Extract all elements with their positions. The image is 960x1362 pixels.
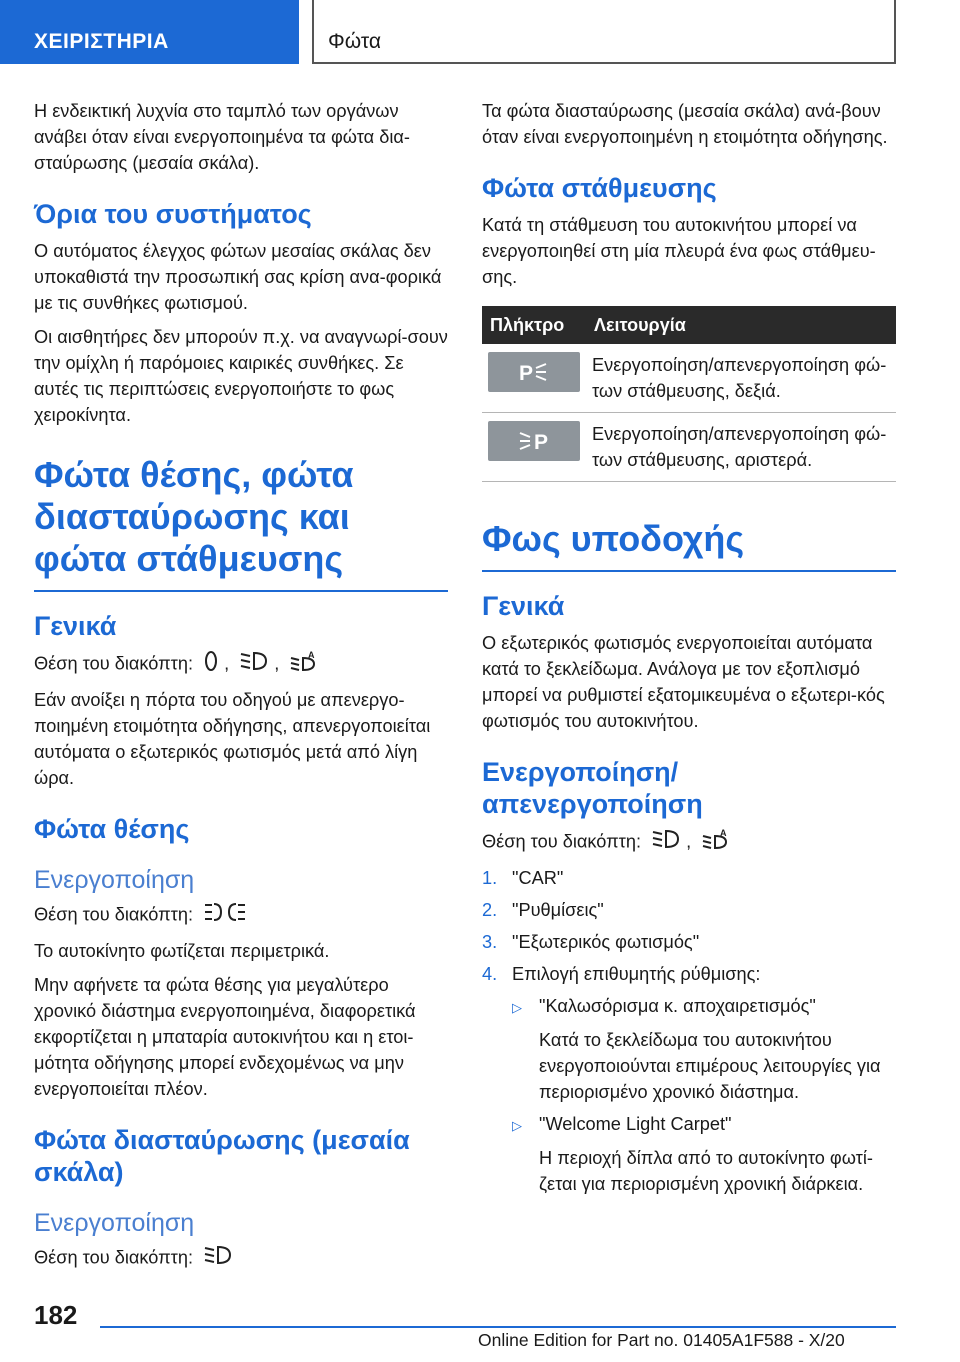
comma-1: ,	[224, 653, 230, 674]
svg-text:P: P	[519, 362, 534, 385]
welcome-general-paragraph: Ο εξωτερικός φωτισμός ενεργοποιείται αυτόματα κατά το ξεκλείδωμα. Ανάλογα με τον εξοπλισμό μπορεί να ρυθμιστεί εξατομικευμένα ο εξωτερι-κός φωτισμός του αυτοκινήτου.	[482, 633, 885, 731]
low-beam-icon	[652, 828, 680, 857]
auto-light-icon	[290, 650, 318, 679]
low-beam-switch-line	[34, 1244, 448, 1273]
comma-1: ,	[686, 831, 692, 852]
sub-item-description: Κατά το ξεκλείδωμα του αυτοκινήτου ενεργοποιούνται επιμέρους λειτουργίες για περιορισμένο χρονικό διάστημα.	[539, 1030, 881, 1102]
footer-divider	[100, 1326, 896, 1328]
page-number: 182	[34, 1300, 78, 1330]
sub-item: ▷ "Welcome Light Carpet"	[512, 1111, 896, 1139]
triangle-bullet-icon: ▷	[512, 1000, 522, 1015]
switch-label: Θέση του διακόπτη:	[482, 831, 641, 852]
svg-text:A: A	[308, 650, 315, 660]
switch-label: Θέση του διακόπτη:	[34, 904, 193, 925]
section-tab	[0, 0, 299, 64]
position-paragraph-2: Μην αφήνετε τα φώτα θέσης για μεγαλύτερο χρονικό διάστημα ενεργοποιημένα, διαφορετικά εκφορτίζεται η μπαταρία αυτοκινήτου και η ετοι-μότητα οδήγησης μπορεί ενδεχομένως να μην ενεργοποιείται πλέον.	[34, 975, 416, 1099]
limits-paragraph-2: Οι αισθητήρες δεν μπορούν π.χ. να αναγνωρί-σουν την ομίχλη ή παρόμοιες καιρικές συνθήκες. Σε αυτές τις περιπτώσεις ενεργοποιήστε το φως χειροκίνητα.	[34, 327, 448, 425]
right-column	[482, 98, 896, 1203]
table-header-row	[482, 306, 896, 344]
table-row	[482, 344, 896, 413]
right-intro-paragraph: Τα φώτα διασταύρωσης (μεσαία σκάλα) ανά-βουν όταν είναι ενεργοποιημένη η ετοιμότητα οδήγησης.	[482, 101, 888, 147]
position-lights-heading: Φώτα θέσης	[34, 814, 190, 844]
main-heading: Φώτα θέσης, φώτα διασταύρωσης και φώτα στάθμευσης	[34, 454, 448, 592]
low-beam-icon	[204, 1244, 232, 1273]
switch-position-line	[34, 650, 448, 679]
list-item: 1. "CAR"	[482, 868, 564, 888]
table-cell-function: Ενεργοποίηση/απενεργοποίηση φώ-των στάθμευσης, αριστερά.	[586, 413, 896, 482]
table-header-key: Πλήκτρο	[482, 306, 586, 344]
light-off-icon	[204, 650, 218, 679]
steps-list	[482, 865, 896, 987]
parking-light-left-icon	[488, 421, 580, 461]
intro-paragraph: Η ενδεικτική λυχνία στο ταμπλό των οργάνων ανάβει όταν είναι ενεργοποιημένα τα φώτα δια-σταύρωσης (μεσαία σκάλα).	[34, 101, 410, 173]
switch-label: Θέση του διακόπτη:	[34, 1247, 193, 1268]
left-column	[34, 98, 448, 1281]
sub-item-description: Η περιοχή δίπλα από το αυτοκίνητο φωτί-ζεται για περιορισμένη χρονική διάρκεια.	[539, 1148, 873, 1194]
general-paragraph: Εάν ανοίξει η πόρτα του οδηγού με απενεργο-ποιημένη ετοιμότητα οδήγησης, απενεργοποιείται αυτόματα ο εξωτερικός φωτισμός μετά από λίγη ώρα.	[34, 690, 431, 788]
low-beam-activation-heading: Ενεργοποίηση	[34, 1209, 195, 1237]
svg-text:A: A	[720, 828, 727, 838]
table-row	[482, 413, 896, 482]
comma-2: ,	[274, 653, 280, 674]
welcome-light-heading: Φως υποδοχής	[482, 518, 896, 572]
onoff-switch-line	[482, 828, 896, 857]
section-title: ΧΕΙΡΙΣΤΗΡΙΑ	[34, 30, 169, 53]
position-activation-heading: Ενεργοποίηση	[34, 866, 195, 894]
welcome-general-heading: Γενικά	[482, 591, 565, 621]
chapter-title: Φώτα	[328, 30, 381, 53]
list-item: 3. "Εξωτερικός φωτισμός"	[482, 932, 700, 952]
limits-heading: Όρια του συστήματος	[34, 199, 312, 229]
position-paragraph-1: Το αυτοκίνητο φωτίζεται περιμετρικά.	[34, 941, 330, 961]
table-cell-function: Ενεργοποίηση/απενεργοποίηση φώ-των στάθμευσης, δεξιά.	[586, 344, 896, 413]
parking-lights-heading: Φώτα στάθμευσης	[482, 173, 717, 203]
position-switch-line	[34, 901, 448, 930]
low-beam-heading: Φώτα διασταύρωσης (μεσαία σκάλα)	[34, 1125, 410, 1187]
svg-text:P: P	[534, 431, 549, 454]
auto-light-icon	[702, 828, 730, 857]
limits-paragraph-1: Ο αυτόματος έλεγχος φώτων μεσαίας σκάλας δεν υποκαθιστά την προσωπική σας κρίση ανα-φορικά με τις συνθήκες φωτισμού.	[34, 241, 442, 313]
triangle-bullet-icon: ▷	[512, 1118, 522, 1133]
onoff-heading: Ενεργοποίηση/απενεργοποίηση	[482, 757, 703, 819]
switch-label: Θέση του διακόπτη:	[34, 653, 193, 674]
edition-footer: Online Edition for Part no. 01405A1F588 - X/20	[478, 1330, 845, 1350]
low-beam-icon	[240, 650, 268, 679]
parking-paragraph: Κατά τη στάθμευση του αυτοκινήτου μπορεί να ενεργοποιηθεί στη μία πλευρά ένα φως στάθμευ-σης.	[482, 215, 876, 287]
sub-item: ▷ "Καλωσόρισμα κ. αποχαιρετισμός"	[512, 993, 896, 1021]
parking-keys-table	[482, 306, 896, 482]
list-item: 4. Επιλογή επιθυμητής ρύθμισης:	[482, 964, 761, 984]
position-lights-icon	[204, 901, 246, 930]
list-item: 2. "Ρυθμίσεις"	[482, 900, 604, 920]
parking-light-right-icon	[488, 352, 580, 392]
general-heading: Γενικά	[34, 611, 117, 641]
chapter-tab	[312, 0, 896, 64]
table-header-function: Λειτουργία	[586, 306, 896, 344]
